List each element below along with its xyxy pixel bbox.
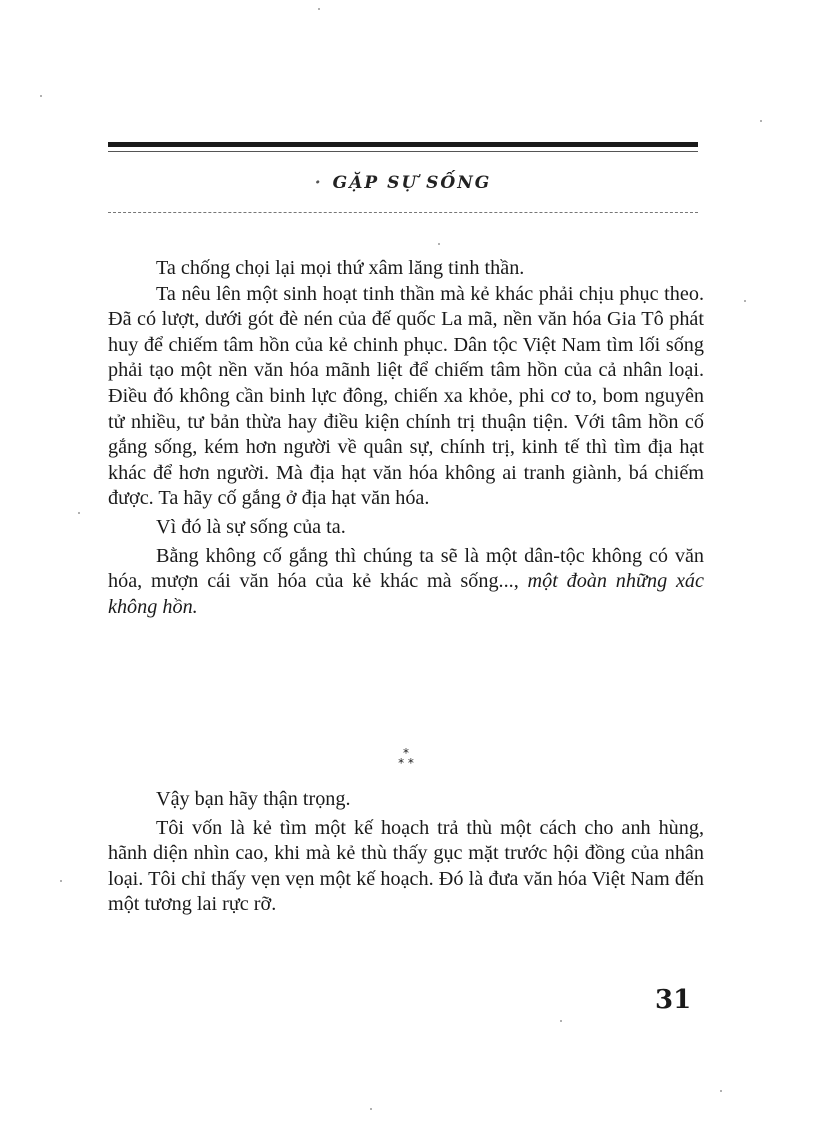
section-separator bbox=[108, 748, 704, 778]
section-two-text bbox=[108, 787, 704, 918]
scan-speck bbox=[438, 243, 440, 245]
section-one-text bbox=[108, 256, 704, 620]
scan-speck bbox=[560, 1020, 562, 1022]
scan-speck bbox=[370, 1108, 372, 1110]
header-rule-thick bbox=[108, 142, 698, 147]
scan-speck bbox=[40, 95, 42, 97]
header-rule-thin bbox=[108, 151, 698, 152]
paragraph-closing bbox=[108, 544, 704, 621]
header-prefix: · bbox=[314, 173, 323, 193]
chapter-title: GẶP SỰ SỐNG bbox=[332, 173, 492, 193]
scan-speck bbox=[78, 512, 80, 514]
header-underline bbox=[108, 212, 698, 214]
paragraph-lead: Bằng không cố gắng thì chúng ta sẽ là một dân-tộc không có văn hóa, mượn cái văn hóa của kẻ khác mà sống..., bbox=[108, 544, 704, 593]
paragraph: Tôi vốn là kẻ tìm một kế hoạch trả thù một cách cho anh hùng, hãnh diện nhìn cao, khi mà kẻ thù thấy gục mặt trước hội đồng của nhân loại. Tôi chỉ thấy vẹn vẹn một kế hoạch. Đó là đưa văn hóa Việt Nam đến một tương lai rực rỡ. bbox=[108, 816, 704, 916]
paragraph: Vì đó là sự sống của ta. bbox=[156, 515, 346, 538]
asterism-bottom: * * bbox=[398, 756, 414, 770]
running-header bbox=[108, 168, 698, 198]
italic-phrase: một đoàn những xác không hồn. bbox=[108, 570, 704, 618]
scan-speck bbox=[318, 8, 320, 10]
scan-speck bbox=[760, 120, 762, 122]
paragraph: Ta nêu lên một sinh hoạt tinh thần mà kẻ khác phải chịu phục theo. Đã có lượt, dưới gót đè nén của đế quốc La mã, nền văn hóa Gia Tô phát huy để chiếm tâm hồn của kẻ chinh phục. Dân tộc Việt Nam tìm lối sống phải tạo một nền văn hóa mãnh liệt để chiếm tâm hồn của cả nhân loại. Điều đó không cần binh lực đông, chiến xa khỏe, phi cơ to, bom nguyên tử nhiều, tư bản thừa hay điều kiện chính trị thuận tiện. Với tâm hồn cố gắng sống, kém hơn người về quân sự, chính trị, kinh tế thì tìm địa hạt khác để hơn người. Mà địa hạt văn hóa không ai tranh giành, bá chiếm được. Ta hãy cố gắng ở địa hạt văn hóa. bbox=[108, 282, 704, 510]
scan-speck bbox=[744, 300, 746, 302]
paragraph: Ta chống chọi lại mọi thứ xâm lăng tinh thần. bbox=[156, 257, 525, 279]
page-number: 31 bbox=[655, 985, 692, 1015]
scan-speck bbox=[60, 880, 62, 882]
paragraph: Vậy bạn hãy thận trọng. bbox=[156, 788, 351, 810]
scan-speck bbox=[720, 1090, 722, 1092]
asterism-top: * bbox=[403, 746, 409, 760]
